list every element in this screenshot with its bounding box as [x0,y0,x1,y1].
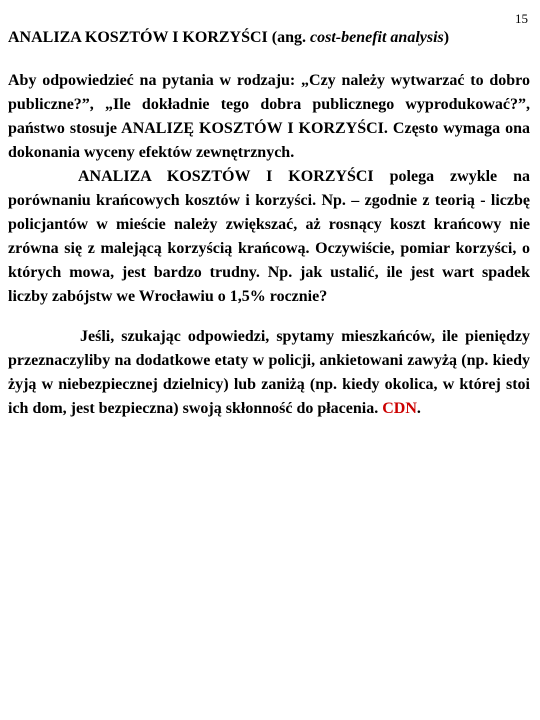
paragraph-willingness-to-pay [8,325,530,421]
heading-close: ) [443,29,450,46]
cdn-suffix: . [416,400,421,417]
paragraph-marginal-analysis: ANALIZA KOSZTÓW I KORZYŚCI polega zwykle na porównaniu krańcowych kosztów i korzyści. Np. – zgodnie z teorią - liczbę policjantów w mieście należy zwiększać, aż rosnący koszt krańcowy nie zrówna się z malejącą korzyścią krańcową. Oczywiście, pomiar korzyści, o których mowa, jest bardzo trudny. Np. jak ustalić, ile jest wart spadek liczby zabójstw we Wrocławiu o 1,5% rocznie? [8,168,530,305]
page-heading [8,29,449,47]
heading-english-term: cost-benefit analysis [310,29,444,46]
paragraph-willingness-text: Jeśli, szukając odpowiedzi, spytamy mieszkańców, ile pieniędzy przeznaczyliby na dodatkowe etaty w policji, ankietowani zawyżą (np. kiedy żyją w niebezpiecznej dzielnicy) lub zaniżą (np. kiedy okolica, w której stoi ich dom, jest bezpieczna) swoją skłonność do płacenia. [8,328,530,417]
heading-main: ANALIZA KOSZTÓW I KORZYŚCI (ang. [8,29,310,46]
paragraph-intro: Aby odpowiedzieć na pytania w rodzaju: „Czy należy wytwarzać to dobro publiczne?”, „Ile dokładnie tego dobra publicznego wyprodukować?”, państwo stosuje ANALIZĘ KOSZTÓW I KORZYŚCI. Często wymaga ona dokonania wyceny efektów zewnętrznych. [8,72,530,161]
page-number: 15 [515,11,528,26]
cdn-label: CDN [382,400,417,417]
